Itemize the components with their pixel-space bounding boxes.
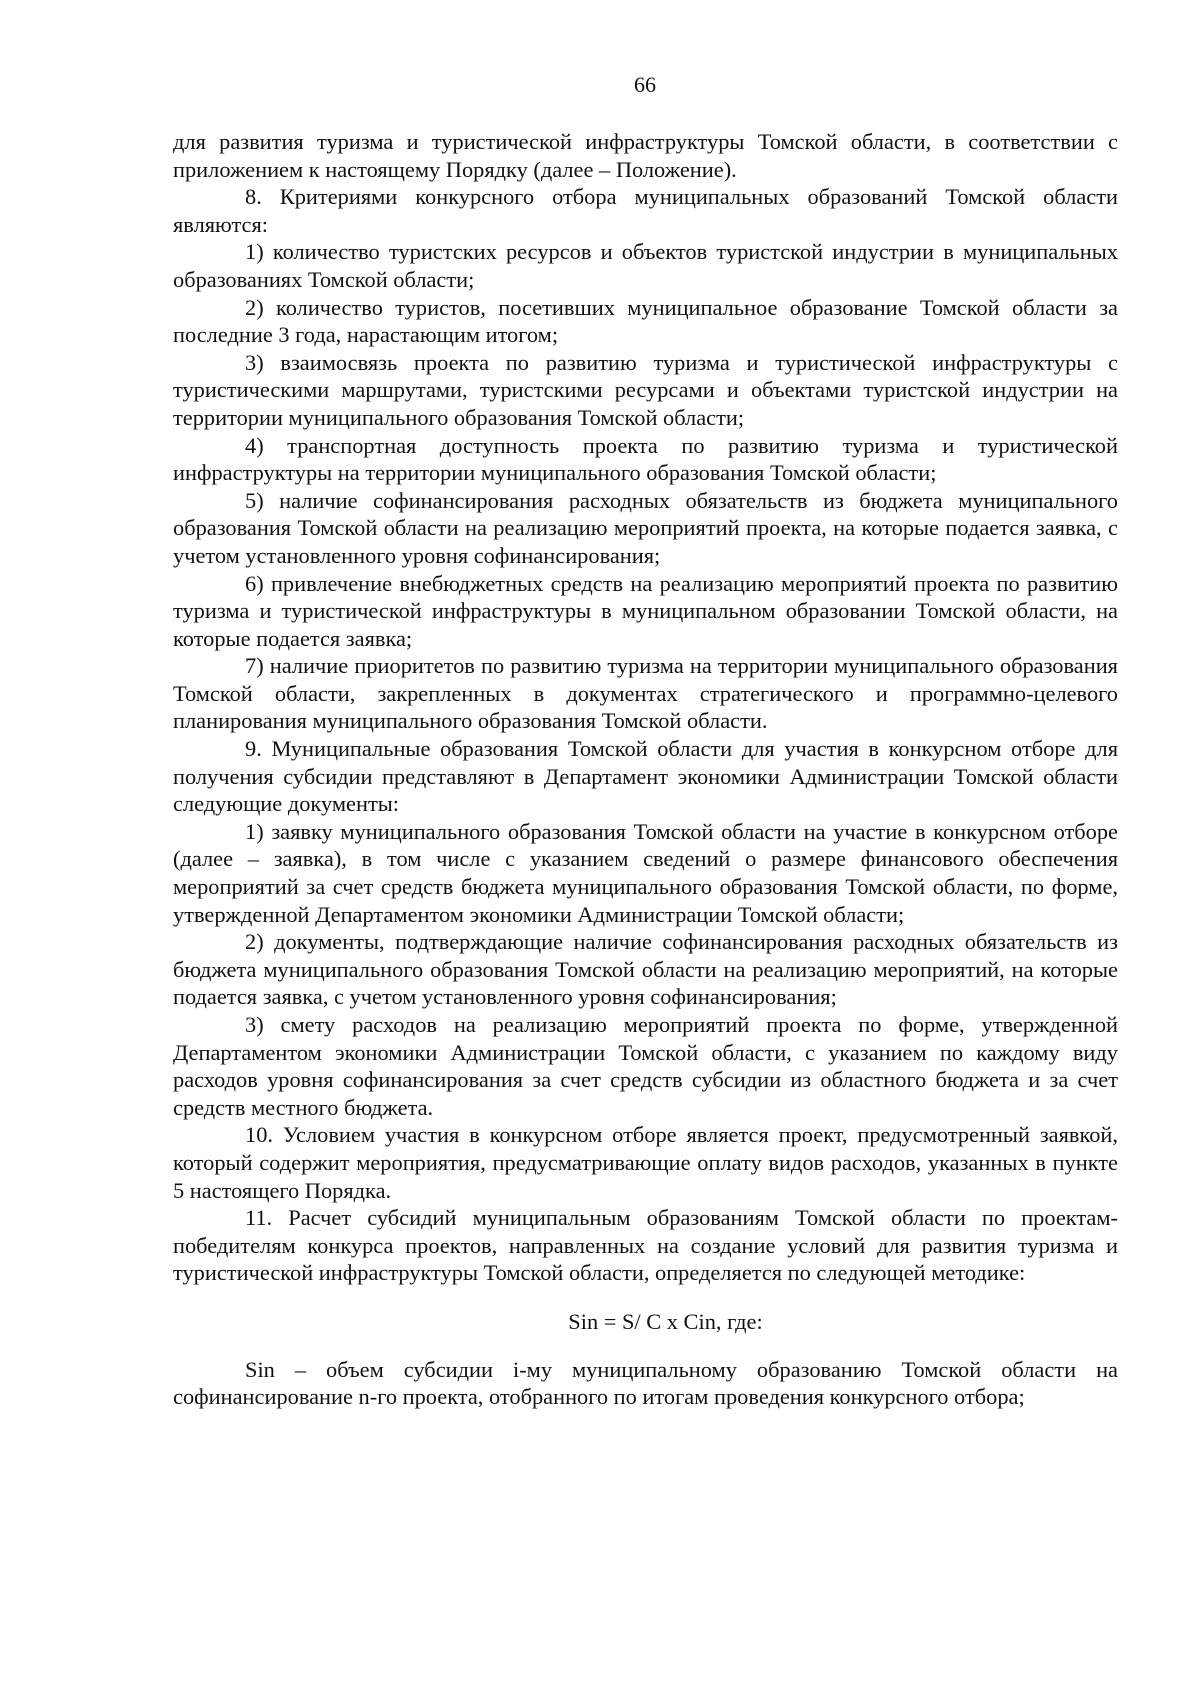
paragraph-document-2: 2) документы, подтверждающие наличие софинансирования расходных обязательств из бюджета муниципального образования Томской области на реализацию мероприятий, на которые подается заявка, с учетом установленного уровня софинансирования; (173, 929, 1118, 1010)
page-number: 66 (634, 72, 656, 97)
formula: Sin = S/ C x Cin, где: (568, 1308, 763, 1334)
paragraph-item-9: 9. Муниципальные образования Томской области для участия в конкурсном отборе для получения субсидии представляют в Департамент экономики Администрации Томской области следующие документы: (173, 736, 1118, 817)
paragraph-criterion-7: 7) наличие приоритетов по развитию туризма на территории муниципального образования Томской области, закрепленных в документах стратегического и программно-целевого планирования муниципального образования Томской области. (173, 653, 1118, 734)
paragraph-criterion-2: 2) количество туристов, посетивших муниципальное образование Томской области за последние 3 года, нарастающим итогом; (173, 294, 1118, 348)
paragraph-criterion-4: 4) транспортная доступность проекта по развитию туризма и туристической инфраструктуры на территории муниципального образования Томской области; (173, 432, 1118, 486)
paragraph-document-3: 3) смету расходов на реализацию мероприятий проекта по форме, утвержденной Департаментом экономики Администрации Томской области, с указанием по каждому виду расходов уровня софинансирования за счет средств субсидии из областного бюджета и за счет средств местного бюджета. (173, 1012, 1118, 1120)
paragraph-intro-continuation: для развития туризма и туристической инфраструктуры Томской области, в соответствии с приложением к настоящему Порядку (далее – Положение). (173, 129, 1118, 182)
paragraph-criterion-3: 3) взаимосвязь проекта по развитию туризма и туристической инфраструктуры с туристическими маршрутами, туристскими ресурсами и объектами туристской индустрии на территории муниципального образования Томской области; (173, 349, 1118, 430)
paragraph-document-1: 1) заявку муниципального образования Томской области на участие в конкурсном отборе (далее – заявка), в том числе с указанием сведений о размере финансового обеспечения мероприятий за счет средств бюджета муниципального образования Томской области, по форме, утвержденной Департаментом экономики Администрации Томской области; (173, 818, 1118, 927)
document-body (173, 128, 1118, 1411)
paragraph-item-11: 11. Расчет субсидий муниципальным образованиям Томской области по проектам-победителям конкурса проектов, направленных на создание условий для развития туризма и туристической инфраструктуры Томской области, определяется по следующей методике: (173, 1205, 1118, 1286)
paragraph-item-8: 8. Критериями конкурсного отбора муниципальных образований Томской области являются: (173, 184, 1118, 237)
paragraph-item-10: 10. Условием участия в конкурсном отборе является проект, предусмотренный заявкой, который содержит мероприятия, предусматривающие оплату видов расходов, указанных в пункте 5 настоящего Порядка. (173, 1122, 1118, 1203)
paragraph-criterion-1: 1) количество туристских ресурсов и объектов туристской индустрии в муниципальных образованиях Томской области; (173, 239, 1118, 292)
paragraph-sin-definition: Sin – объем субсидии i-му муниципальному образованию Томской области на софинансирование n-го проекта, отобранного по итогам проведения конкурсного отбора; (173, 1356, 1118, 1410)
paragraph-criterion-6: 6) привлечение внебюджетных средств на реализацию мероприятий проекта по развитию туризма и туристической инфраструктуры в муниципальном образовании Томской области, на которые подается заявка; (173, 570, 1118, 651)
paragraph-criterion-5: 5) наличие софинансирования расходных обязательств из бюджета муниципального образования Томской области на реализацию мероприятий проекта, на которые подается заявка, с учетом установленного уровня софинансирования; (173, 487, 1118, 568)
